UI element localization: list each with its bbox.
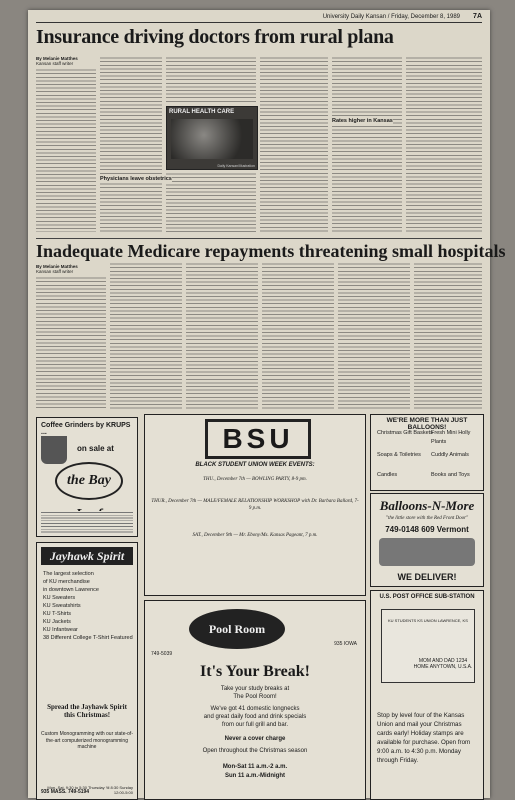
list-item: Books and Toys xyxy=(431,472,470,478)
masthead xyxy=(36,14,482,23)
list-item: Fresh Mini Holly Plants xyxy=(431,430,471,445)
article-column xyxy=(166,56,256,102)
balloons-tagline: "the little store with the Red Front Door" xyxy=(385,516,469,521)
list-item: KU Sweaters xyxy=(43,595,76,601)
balloons-logo: Balloons-N-More xyxy=(379,498,475,513)
article-column xyxy=(414,262,482,410)
photo-credit: Daily Kansan/Illustration xyxy=(217,164,255,168)
ad-jayhawk-spirit xyxy=(36,542,138,800)
list-item: 38 Different College T-Shirt Featured xyxy=(43,635,133,641)
pool-line: The Pool Room! xyxy=(233,694,277,700)
article-column xyxy=(186,262,258,410)
list-item: KU Jackets xyxy=(43,619,71,625)
byline-story2 xyxy=(36,264,78,274)
pool-headline: It's Your Break! xyxy=(200,663,310,680)
subhead-obstetrics: Physicians leave obstetrics xyxy=(100,176,172,182)
pool-line: Take your study breaks at xyxy=(220,686,290,692)
pool-line: Never a cover charge xyxy=(224,736,286,742)
article-column xyxy=(110,262,182,410)
balloons-phone: 749-0148 609 Vermont xyxy=(385,525,469,534)
list-item: Candles xyxy=(377,472,398,478)
ad-coffee-grinders xyxy=(36,417,138,537)
store-address: 935 MASS. 749-5194 xyxy=(41,789,90,795)
article-column xyxy=(406,56,482,232)
ad-balloons-n-more xyxy=(370,493,484,587)
illustration-label: RURAL HEALTH CARE xyxy=(169,109,235,115)
envelope-to: MOM AND DAD 1234 HOME ANYTOWN, U.S.A. xyxy=(413,658,473,670)
byline-story1 xyxy=(36,56,78,66)
pool-line: from our full grill and bar. xyxy=(221,722,289,728)
list-item: Christmas Gift Baskets xyxy=(377,430,433,436)
byline-role: Kansan staff writer xyxy=(36,269,74,274)
xmas-slogan: Spread the Jayhawk Spirit this Christmas! xyxy=(47,703,127,719)
ad-title: Coffee Grinders by KRUPS ... xyxy=(41,422,131,436)
ad-title: U.S. POST OFFICE SUB-STATION xyxy=(379,594,475,600)
article-column xyxy=(36,68,96,232)
list-item: in downtown Lawrence xyxy=(43,587,99,593)
jayhawk-spirit-logo: Jayhawk Spirit xyxy=(41,547,133,565)
rural-health-illustration xyxy=(166,106,258,170)
pool-line: and great daily food and drink specials xyxy=(203,714,307,720)
subhead-rates: Rates higher in Kansas xyxy=(332,118,393,124)
coffee-grinder-image xyxy=(41,436,67,464)
list-item: The largest selection xyxy=(43,571,94,577)
pool-room-logo: Pool Room xyxy=(189,609,285,649)
list-item: Cuddly Animals xyxy=(431,452,469,458)
envelope-illustration xyxy=(381,609,475,683)
pool-address: 935 IOWA xyxy=(334,641,357,647)
byline-name: By Melanie Matthes xyxy=(36,56,78,61)
ad-title: WE'RE MORE THAN JUST BALLOONS! xyxy=(386,417,468,431)
headline-medicare: Inadequate Medicare repayments threatening small hospitals xyxy=(36,238,482,262)
merchandise-list xyxy=(43,570,133,642)
balloons-delivery: WE DELIVER! xyxy=(397,572,457,582)
article-column xyxy=(262,262,334,410)
ad-pool-room xyxy=(144,600,366,800)
post-office-message: Stop by level four of the Kansas Union and mail your Christmas cards early! Holiday stamps are available for purchase. Open from 9:00 a.m. to 4:30 p.m. Monday through Friday. xyxy=(377,712,471,764)
ad-sale-text: on sale at xyxy=(77,444,114,453)
pool-line: Sun 11 a.m.-Midnight xyxy=(224,773,285,779)
envelope-from: KU STUDENTS KS UNION LAWRENCE, KS xyxy=(388,618,468,623)
byline-name: By Melanie Matthes xyxy=(36,264,78,269)
ad-more-than-balloons xyxy=(370,414,484,491)
bay-leaf-logo: the Bay xyxy=(55,462,123,500)
article-column xyxy=(100,56,162,232)
list-item: of KU merchandise xyxy=(43,579,90,585)
pool-line: Mon-Sat 11 a.m.-2 a.m. xyxy=(222,764,288,770)
bsu-event: THU., December 7th — BOWLING PARTY, 8-9 pm. xyxy=(203,477,307,482)
store-hours: Mon.-Sat. 9:30 to 5:30 Thursday 'til 8:30 Sunday 12:00-5:00 xyxy=(47,785,133,795)
article-column xyxy=(260,56,328,232)
article-column xyxy=(332,56,402,232)
newspaper-page xyxy=(28,10,506,798)
bsu-event: THUR., December 7th — MALE/FEMALE RELATIONSHIP WORKSHOP with Dr. Barbara Ballard, 7-9 p.m. xyxy=(151,499,359,511)
publication-line: University Daily Kansan / Friday, December 8, 1989 xyxy=(322,14,460,20)
list-item: Soaps & Toiletries xyxy=(377,452,421,458)
pool-line: We've got 41 domestic longnecks xyxy=(210,706,300,712)
list-item: KU Sweatshirts xyxy=(43,603,81,609)
page-number: 7A xyxy=(473,13,482,20)
article-column xyxy=(36,276,106,410)
bsu-event: SAT., December 9th — Mr. Ebony/Ms. Kansas Pageant, 7 p.m. xyxy=(192,533,318,538)
ad-black-student-union xyxy=(144,414,366,596)
ad-fine-print xyxy=(41,511,133,533)
article-column xyxy=(166,172,256,232)
bsu-heading: BLACK STUDENT UNION WEEK EVENTS: xyxy=(195,462,315,468)
byline-role: Kansan staff writer xyxy=(36,61,74,66)
bsu-logo: BSU xyxy=(205,419,311,459)
train-illustration xyxy=(379,538,475,566)
article-column xyxy=(338,262,410,410)
monogram-text: Custom Monogramming with our state-of-the-art computerized monogramming machine xyxy=(41,731,133,750)
headline-insurance: Insurance driving doctors from rural plana xyxy=(36,26,394,48)
ad-post-office xyxy=(370,590,484,800)
stethoscope-image xyxy=(171,119,253,159)
list-item: KU Infantwear xyxy=(43,627,78,633)
pool-phone: 749-5039 xyxy=(151,651,173,657)
list-item: KU T-Shirts xyxy=(43,611,72,617)
pool-line: Open throughout the Christmas season xyxy=(202,748,308,754)
